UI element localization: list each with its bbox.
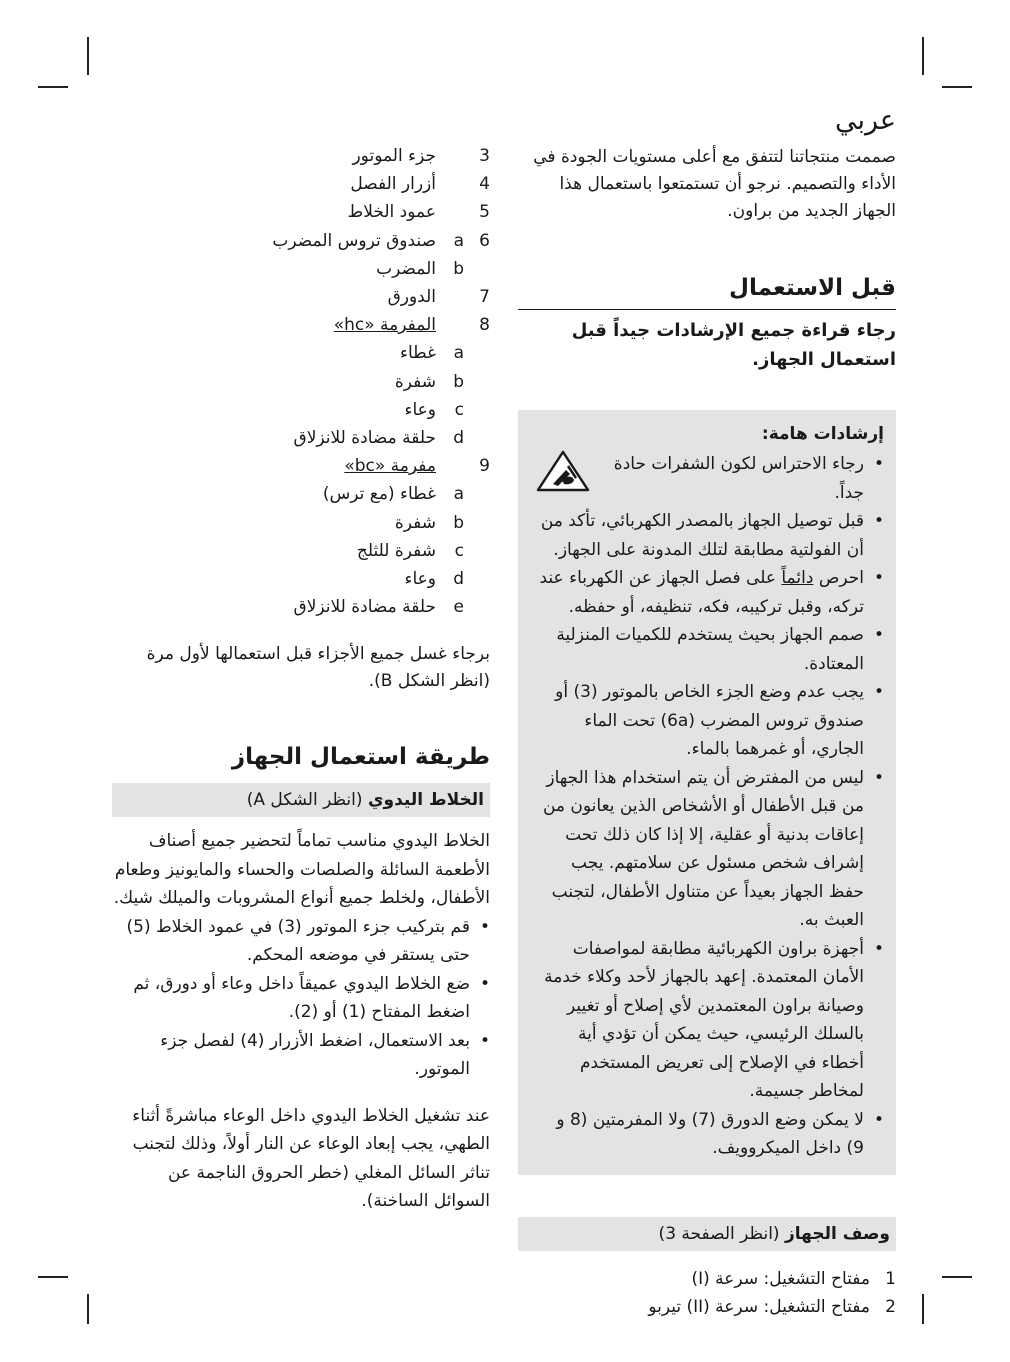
list-item: d وعاء (404, 569, 464, 590)
list-item: e حلقة مضادة للانزلاق (293, 597, 464, 618)
crop-mark (922, 1294, 924, 1324)
list-item (536, 450, 884, 507)
usage-intro: الخلاط اليدوي مناسب تماماً لتحضير جميع أصناف الأطعمة السائلة والصلصات والحساء والمايونيز وطعام الأطفال، ولخلط جميع أنواع المشروبات والميلك شيك. (113, 831, 490, 909)
crop-mark (38, 1276, 68, 1278)
left-column (112, 142, 490, 1216)
important-title: إرشادات هامة: (761, 424, 884, 444)
usage-caution: عند تشغيل الخلاط اليدوي داخل الوعاء مباشرةً أثناء الطهي، يجب إبعاد الوعاء عن النار أولاً، وذلك لتجنب تناثر السائل المغلي (خطر الحروق الناجمة عن السوائل الساخنة). (132, 1105, 490, 1212)
important-box (518, 410, 896, 1175)
usage-subtitle-ref: (انظر الشكل A) (246, 790, 368, 811)
sharp-blade-warning-icon (536, 450, 590, 492)
usage-steps (112, 913, 490, 1084)
list-item: • يجب عدم وضع الجزء الخاص بالموتور (3) أو صندوق تروس المضرب (6a) تحت الماء الجاري، أو غمرهما بالماء. (536, 678, 884, 764)
list-item: b المضرب (376, 258, 464, 279)
crop-mark (942, 1276, 972, 1278)
always-rest: على فصل الجهاز عن الكهرباء عند تركه، وقبل تركيبه، فكه، تنظيفه، أو حفظه. (539, 568, 864, 617)
list-item: 2 مفتاح التشغيل: سرعة (II) تيربو (648, 1296, 896, 1317)
language-label: عربي (834, 105, 896, 136)
always-word: دائماً (781, 568, 814, 588)
wash-note: برجاء غسل جميع الأجزاء قبل استعمالها لأول مرة (انظر الشكل B). (146, 644, 490, 692)
warning-bullet-text: • رجاء الاحتراس لكون الشفرات حادة جداً. (613, 454, 864, 503)
list-item: 3 جزء الموتور (352, 146, 490, 166)
list-item: • بعد الاستعمال، اضغط الأزرار (4) لفصل جزء الموتور. (112, 1027, 490, 1084)
list-item: 1 مفتاح التشغيل: سرعة (I) (691, 1268, 896, 1289)
list-item: 6 a صندوق تروس المضرب (272, 230, 490, 251)
list-item: a غطاء (399, 343, 464, 364)
list-item: c وعاء (404, 399, 464, 420)
list-item: 5 عمود الخلاط (347, 202, 490, 223)
important-list (536, 450, 884, 1163)
list-item: • أجهزة براون الكهربائية مطابقة لمواصفات الأمان المعتمدة. إعهد بالجهاز لأحد وكلاء خدمة وصيانة براون المعتمدين لأي إصلاح أو تغيير بالسلك الرئيسي، حيث يمكن أن تؤدي أية أخطاء في الإصلاح إلى تعريض المستخدم لمخاطر جسيمة. (536, 935, 884, 1106)
right-column (518, 104, 896, 1321)
intro-paragraph: صممت منتجاتنا لتتفق مع أعلى مستويات الجودة في الأداء والتصميم. نرجو أن تستمتعوا باستعمال هذا الجهاز الجديد من براون. (533, 147, 896, 221)
crop-mark (87, 1294, 89, 1324)
crop-mark (922, 37, 924, 75)
crop-mark (942, 86, 972, 88)
crop-mark (38, 86, 68, 88)
usage-subheader (112, 783, 490, 817)
list-item: c شفرة للثلج (356, 540, 464, 561)
usage-title: طريقة استعمال الجهاز (231, 744, 490, 771)
list-item: 4 أزرار الفصل (350, 174, 490, 195)
list-item: • قم بتركيب جزء الموتور (3) في عمود الخلاط (5) حتى يستقر في موضعه المحكم. (112, 913, 490, 970)
list-item: • لا يمكن وضع الدورق (7) ولا المفرمتين (8 و 9) داخل الميكروويف. (536, 1106, 884, 1163)
list-item: • ضع الخلاط اليدوي عميقاً داخل وعاء أو دورق، ثم اضغط المفتاح (1) أو (2). (112, 970, 490, 1027)
parts-list-start (518, 1265, 896, 1321)
list-item: b شفرة (394, 512, 464, 533)
list-item: 8 المفرمة «hc» (333, 315, 490, 336)
parts-list-continued (112, 142, 490, 621)
list-item: 9 مفرمة «bc» (344, 456, 490, 477)
usage-subtitle: الخلاط اليدوي (367, 790, 484, 811)
before-use-instruction: رجاء قراءة جميع الإرشادات جيداً قبل استعمال الجهاز. (571, 320, 896, 370)
always-prefix: احرص (813, 568, 864, 588)
list-item: b شفرة (394, 371, 464, 392)
list-item: • قبل توصيل الجهاز بالمصدر الكهربائي، تأكد من أن الفولتية مطابقة لتلك المدونة على الجهاز. (536, 507, 884, 564)
description-ref: (انظر الصفحة 3) (658, 1223, 785, 1244)
before-use-title: قبل الاستعمال (518, 271, 896, 310)
description-title: وصف الجهاز (784, 1223, 890, 1244)
crop-mark (87, 37, 89, 75)
list-item: a غطاء (مع ترس) (322, 484, 464, 505)
list-item: d حلقة مضادة للانزلاق (293, 428, 464, 449)
list-item: • صمم الجهاز بحيث يستخدم للكميات المنزلية المعتادة. (536, 621, 884, 678)
list-item (536, 564, 884, 621)
list-item: 7 الدورق (387, 287, 490, 308)
description-header (518, 1217, 896, 1251)
list-item: • ليس من المفترض أن يتم استخدام هذا الجهاز من قبل الأطفال أو الأشخاص الذين يعانون من إعاقات بدنية أو عقلية، إلا إذا كان ذلك تحت إشراف شخص مسئول عن سلامتهم. يجب حفظ الجهاز بعيداً عن متناول الأطفال، لتجنب العبث به. (536, 764, 884, 935)
